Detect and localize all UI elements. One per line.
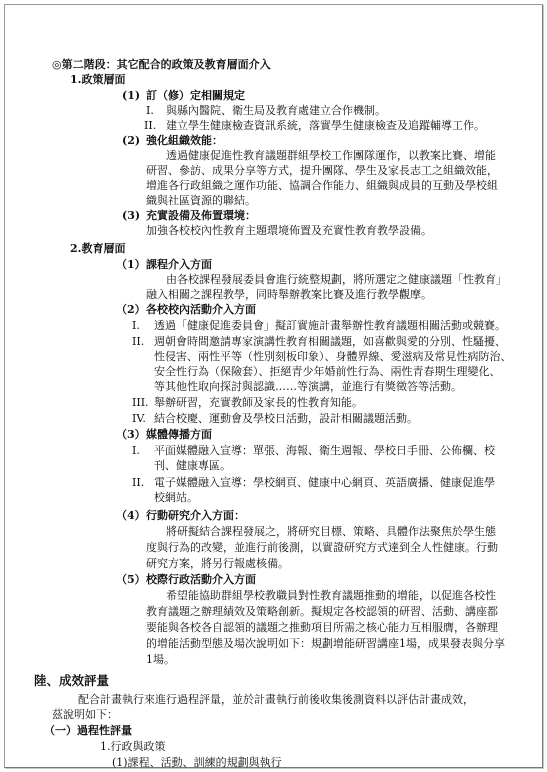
policy-s2-title: 強化組織效能：	[146, 134, 223, 147]
edu-s4-number: （4）	[116, 509, 146, 522]
edu-s4-line: 度與行為的改變，並進行前後測，以實證研究方式達到全人性健康。行動	[146, 541, 498, 554]
policy-s1-number: (1)	[122, 89, 141, 102]
edu-s2-item-line: 安全性行為（保險套）、拒絕青少年婚前性行為、兩性青春期生理變化、	[154, 365, 501, 378]
edu-s5-line: 的增能活動型態及場次說明如下：規劃增能研習講座1場，成果發表與分享	[146, 637, 505, 650]
edu-s4-line: 將研擬結合課程發展之，將研究目標、策略、具體作法聚焦於學生態	[166, 525, 496, 538]
policy-s2-line: 研習、參訪、成果分享等方式，提升團隊、學生及家長志工之組織效能，	[146, 164, 498, 177]
edu-s3-item-line: 平面媒體融入宣導：單張、海報、衛生週報、學校日手冊、公佈欄、校	[154, 444, 495, 457]
edu-s1-line: 由各校課程發展委員會進行統整規劃，將所選定之健康議題「性教育」	[166, 273, 507, 286]
edu-s2-item-mark: II.	[132, 335, 145, 348]
edu-s5-number: （5）	[116, 573, 146, 586]
edu-s5-line: 1場。	[146, 653, 175, 666]
edu-s5-line: 希望能協助群組學校教職員對性教育議題推動的增能，以促進各校性	[166, 589, 496, 602]
edu-s2-title: 各校校內活動介入方面	[146, 303, 256, 316]
policy-s2-line: 增進各行政組織之運作功能、協調合作能力、組織與成員的互動及學校組	[146, 179, 498, 192]
policy-s1-item-text: 建立學生健康檢查資訊系統，落實學生健康檢查及追蹤輔導工作。	[166, 119, 485, 132]
edu-s3-item-mark: II.	[132, 476, 145, 489]
policy-s3-text: 加強各校校內性教育主題環境佈置及充實性教育教學設備。	[146, 224, 432, 237]
edu-s2-item-line: 舉辦研習，充實教師及家長的性教育知能。	[154, 396, 363, 409]
evaluation-sub-item: (1)課程、活動、訓練的規劃與執行	[112, 756, 282, 769]
edu-s2-item-line: 週朝會時間邀請專家演講性教育相關議題，如喜歡與愛的分別、性騷擾、	[154, 335, 506, 348]
edu-s2-item-mark: I.	[132, 319, 140, 332]
edu-s2-item-line: 等其他性取向探討與認識……等演講，並進行有獎徵答等活動。	[154, 380, 462, 393]
education-section-title: 2.教育層面	[70, 242, 126, 255]
stage-heading: ◎第二階段：其它配合的政策及教育層面介入	[52, 58, 271, 71]
edu-s4-title: 行動研究介入方面：	[146, 509, 245, 522]
policy-s2-line: 織與社區資源的聯結。	[146, 194, 256, 207]
policy-s1-item-mark: II.	[144, 119, 157, 132]
policy-s2-line: 透過健康促進性教育議題群組學校工作團隊運作，以教案比賽、增能	[166, 149, 496, 162]
edu-s2-item-mark: IV.	[132, 412, 146, 425]
policy-s1-title: 訂（修）定相關規定	[146, 89, 245, 102]
edu-s3-item-line: 刊、健康專區。	[154, 459, 231, 472]
edu-s2-item-line: 透過「健康促進委員會」擬訂實施計畫舉辦性教育議題相關活動或競賽。	[154, 319, 506, 332]
edu-s3-item-line: 電子媒體融入宣導：學校網頁、健康中心網頁、英語廣播、健康促進學	[154, 476, 495, 489]
policy-s2-number: (2)	[122, 134, 141, 147]
edu-s3-number: （3）	[116, 428, 146, 441]
edu-s2-item-mark: III.	[132, 396, 149, 409]
edu-s2-item-line: 性侵害、兩性平等（性別刻板印象）、身體界線、愛滋病及常見性病防治、	[154, 350, 512, 363]
policy-s3-number: (3)	[122, 209, 141, 222]
policy-s1-item-mark: I.	[146, 104, 154, 117]
policy-section-title: 1.政策層面	[70, 73, 126, 86]
edu-s1-line: 融入相關之課程教學，同時舉辦教案比賽及進行教學觀摩。	[146, 288, 432, 301]
edu-s5-title: 校際行政活動介入方面	[146, 573, 256, 586]
evaluation-sub-item: 1.行政與政策	[100, 740, 166, 753]
evaluation-intro-line: 茲說明如下：	[52, 708, 118, 721]
edu-s2-item-line: 結合校慶、運動會及學校日活動，設計相關議題活動。	[154, 412, 418, 425]
edu-s5-line: 教育議題之辦理績效及策略創新。擬規定各校認領的研習、活動、講座都	[146, 605, 498, 618]
edu-s1-number: （1）	[116, 258, 146, 271]
edu-s2-number: （2）	[116, 303, 146, 316]
edu-s1-title: 課程介入方面	[146, 258, 212, 271]
evaluation-intro-line: 配合計畫執行來進行過程評量，並於計畫執行前後收集後測資料以評估計畫成效，	[78, 693, 474, 706]
evaluation-sub-heading: （一）過程性評量	[44, 724, 132, 737]
policy-s1-item-text: 與縣內醫院、衛生局及教育處建立合作機制。	[166, 104, 386, 117]
edu-s3-title: 媒體傳播方面	[146, 428, 212, 441]
edu-s3-item-line: 校網站。	[154, 491, 198, 504]
policy-s3-title: 充實設備及佈置環境：	[146, 209, 256, 222]
edu-s3-item-mark: I.	[132, 444, 140, 457]
document-page	[4, 4, 543, 768]
edu-s4-line: 研究方案，將另行報處核備。	[146, 557, 289, 570]
edu-s5-line: 要能與各校各自認領的議題之推動項目所需之核心能力互相服膺，各辦理	[146, 621, 498, 634]
evaluation-heading: 陸、成效評量	[34, 673, 110, 688]
